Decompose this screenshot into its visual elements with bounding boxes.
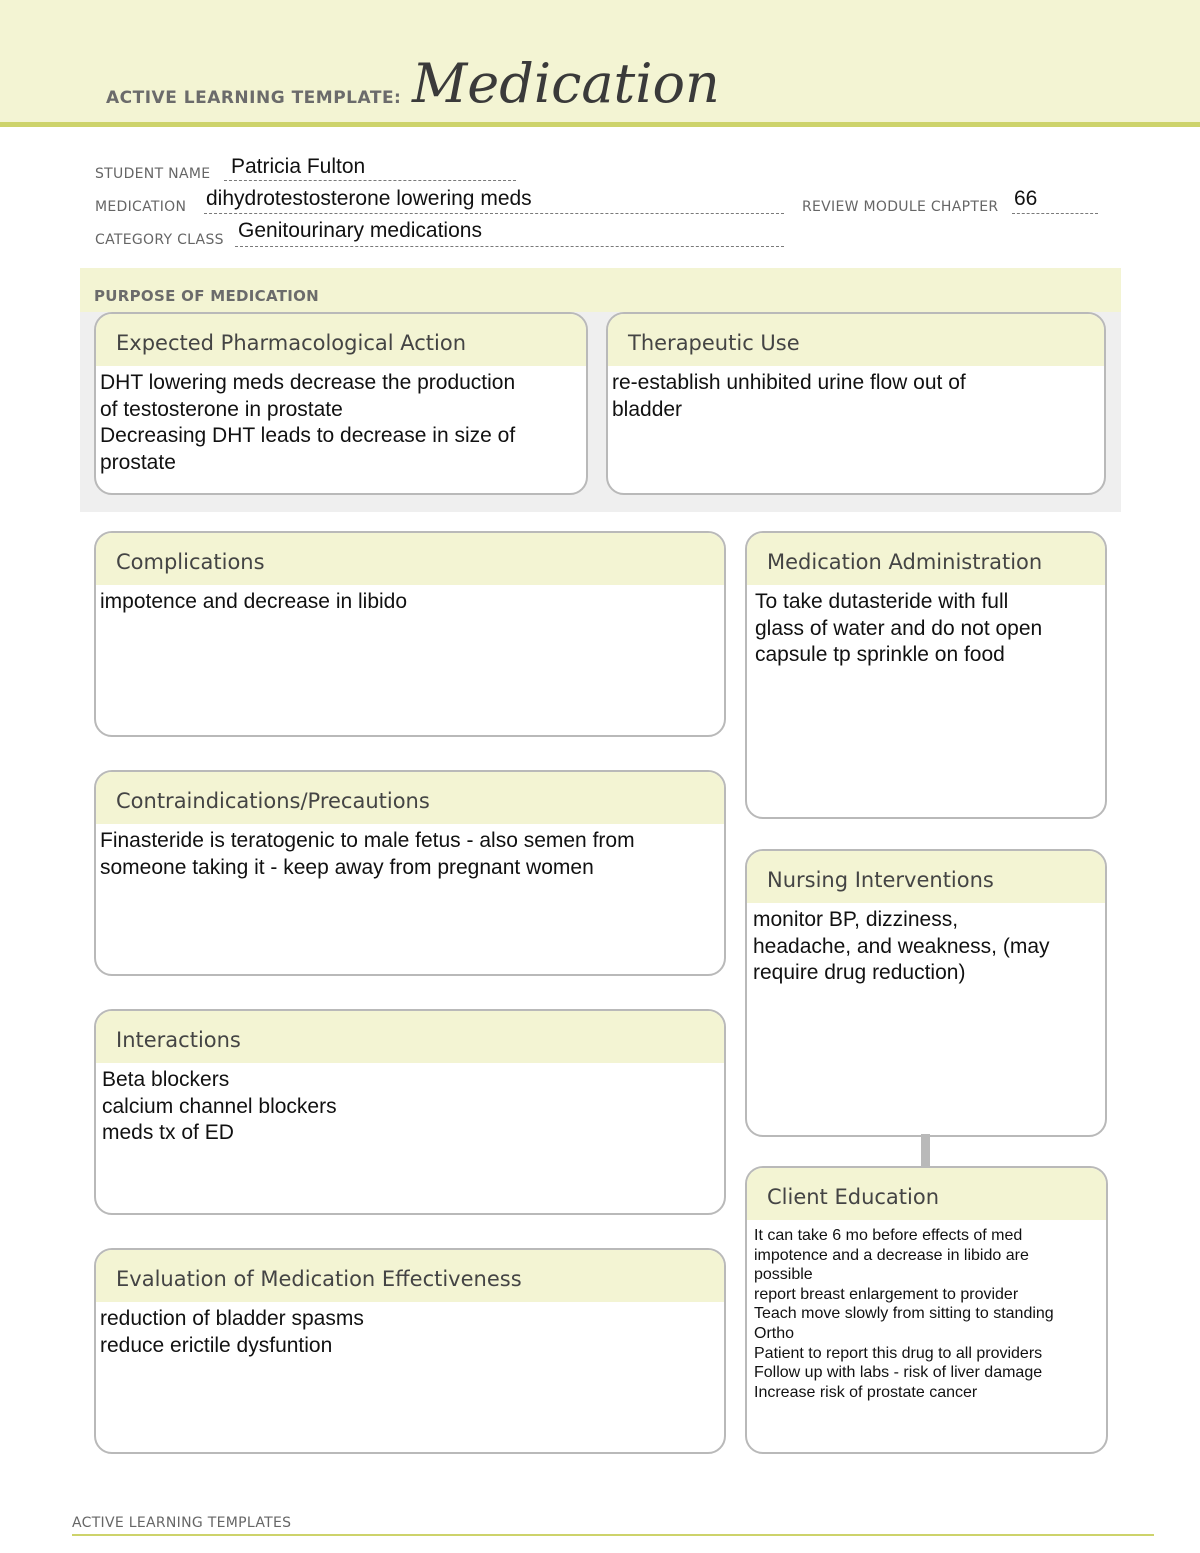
medication-label: MEDICATION	[95, 199, 187, 215]
complications-line: impotence and decrease in libido	[100, 590, 408, 613]
category-class-field[interactable]: Genitourinary medications	[238, 219, 482, 242]
expected-action-line: DHT lowering meds decrease the production	[100, 371, 516, 394]
footer-label: ACTIVE LEARNING TEMPLATES	[72, 1515, 292, 1531]
complications-box[interactable]	[94, 531, 726, 737]
contraindications-header	[96, 772, 724, 824]
client-education-box[interactable]	[745, 1166, 1108, 1454]
review-module-chapter-underline	[1012, 213, 1098, 214]
template-label: ACTIVE LEARNING TEMPLATE:	[106, 88, 402, 108]
medication-administration-line: To take dutasteride with full	[755, 590, 1009, 613]
evaluation-header	[96, 1250, 724, 1302]
contraindications-title: Contraindications/Precautions	[116, 789, 430, 813]
client-education-text	[747, 1220, 1106, 1402]
evaluation-title: Evaluation of Medication Effectiveness	[116, 1267, 522, 1291]
complications-title: Complications	[116, 550, 265, 574]
expected-action-box[interactable]	[94, 312, 588, 495]
interactions-line: calcium channel blockers	[102, 1094, 337, 1118]
expected-action-line: of testosterone in prostate	[100, 397, 343, 421]
medication-administration-line: glass of water and do not open	[755, 616, 1043, 640]
medication-administration-header	[747, 533, 1105, 585]
therapeutic-use-line: bladder	[612, 397, 683, 421]
nursing-interventions-line: require drug reduction)	[753, 961, 966, 984]
template-title: Medication	[412, 52, 720, 115]
nursing-interventions-box[interactable]	[745, 849, 1107, 1137]
interactions-header	[96, 1011, 724, 1063]
therapeutic-use-header	[608, 314, 1104, 366]
interactions-title: Interactions	[116, 1028, 241, 1052]
nursing-interventions-text	[747, 903, 1105, 987]
medication-field[interactable]: dihydrotestosterone lowering meds	[206, 187, 532, 210]
therapeutic-use-box[interactable]	[606, 312, 1106, 495]
category-class-label: CATEGORY CLASS	[95, 232, 224, 248]
contraindications-box[interactable]	[94, 770, 726, 976]
client-education-line: impotence and a decrease in libido are	[754, 1246, 1029, 1264]
client-education-line: Teach move slowly from sitting to standing	[754, 1305, 1054, 1323]
category-class-underline	[235, 246, 784, 247]
interactions-line: meds tx of ED	[102, 1121, 234, 1144]
client-education-header	[747, 1168, 1106, 1220]
student-name-underline	[224, 180, 516, 181]
review-module-chapter-field[interactable]: 66	[1014, 187, 1038, 210]
header-rule	[0, 122, 1200, 127]
therapeutic-use-line: re-establish unhibited urine flow out of	[612, 371, 966, 394]
evaluation-line: reduction of bladder spasms	[100, 1307, 364, 1330]
contraindications-line: Finasteride is teratogenic to male fetus - also semen from	[100, 829, 635, 852]
student-name-label: STUDENT NAME	[95, 166, 211, 182]
complications-header	[96, 533, 724, 585]
complications-text	[96, 585, 724, 616]
contraindications-line: someone taking it - keep away from pregnant women	[100, 855, 594, 879]
client-education-line: Follow up with labs - risk of liver damage	[754, 1364, 1043, 1382]
client-education-line: possible	[754, 1266, 813, 1284]
therapeutic-use-title: Therapeutic Use	[628, 331, 800, 355]
student-name-field[interactable]: Patricia Fulton	[231, 155, 366, 178]
evaluation-text	[96, 1302, 724, 1359]
client-education-line: Patient to report this drug to all providers	[754, 1344, 1043, 1362]
medication-administration-text	[747, 585, 1105, 669]
expected-action-header	[96, 314, 586, 366]
evaluation-line: reduce erictile dysfuntion	[100, 1333, 333, 1357]
expected-action-line: prostate	[100, 450, 176, 474]
medication-administration-title: Medication Administration	[767, 550, 1043, 574]
client-education-title: Client Education	[767, 1185, 940, 1209]
expected-action-line: Decreasing DHT leads to decrease in size of	[100, 424, 516, 447]
client-education-line: Ortho	[754, 1324, 795, 1342]
medication-administration-box[interactable]	[745, 531, 1107, 819]
interactions-box[interactable]	[94, 1009, 726, 1215]
medication-administration-line: capsule tp sprinkle on food	[755, 643, 1005, 666]
review-module-chapter-label: REVIEW MODULE CHAPTER	[802, 199, 999, 215]
therapeutic-use-text	[608, 366, 1104, 423]
contraindications-text	[96, 824, 724, 881]
nursing-education-connector	[921, 1134, 930, 1166]
nursing-interventions-header	[747, 851, 1105, 903]
interactions-text	[96, 1063, 724, 1147]
purpose-label: PURPOSE OF MEDICATION	[94, 287, 320, 305]
evaluation-box[interactable]	[94, 1248, 726, 1454]
nursing-interventions-line: headache, and weakness, (may	[753, 934, 1050, 958]
client-education-line: It can take 6 mo before effects of med	[754, 1227, 1023, 1244]
footer-rule	[72, 1534, 1154, 1536]
client-education-line: Increase risk of prostate cancer	[754, 1383, 978, 1401]
interactions-line: Beta blockers	[102, 1068, 230, 1091]
medication-underline	[204, 213, 784, 214]
client-education-line: report breast enlargement to provider	[754, 1285, 1019, 1303]
expected-action-title: Expected Pharmacological Action	[116, 331, 467, 355]
expected-action-text	[96, 366, 586, 476]
nursing-interventions-line: monitor BP, dizziness,	[753, 908, 959, 931]
nursing-interventions-title: Nursing Interventions	[767, 868, 994, 892]
